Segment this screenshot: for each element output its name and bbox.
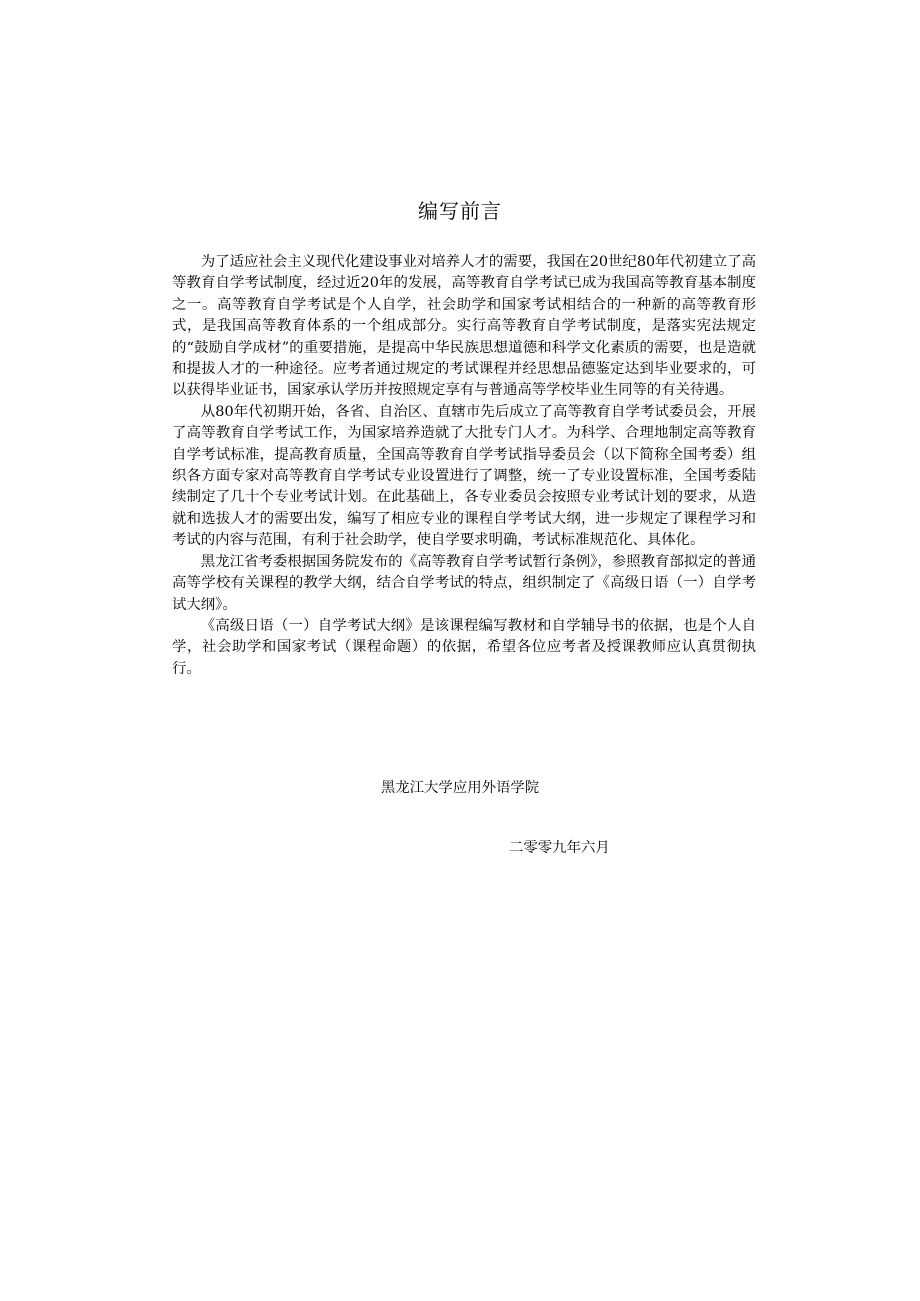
author-organization: 黑龙江大学应用外语学院: [380, 780, 540, 796]
preface-paragraph-1: 为了适应社会主义现代化建设事业对培养人才的需要，我国在20世纪80年代初建立了高等教育自学考试制度，经过近20年的发展，高等教育自学考试已成为我国高等教育基本制度之一。高等教育自学考试是个人自学，社会助学和国家考试相结合的一种新的高等教育形式，是我国高等教育体系的一个组成部分。实行高等教育自学考试制度，是落实宪法规定的“鼓励自学成材”的重要措施，是提高中华民族思想道德和科学文化素质的需要，也是造就和提拔人才的一种途径。应考者通过规定的考试课程并经思想品德鉴定达到毕业要求的，可以获得毕业证书，国家承认学历并按照规定享有与普通高等学校毕业生同等的有关待遇。: [172, 254, 756, 399]
preface-paragraph-3: 黑龙江省考委根据国务院发布的《高等教育自学考试暂行条例》，参照教育部拟定的普通高等学校有关课程的教学大纲，结合自学考试的特点，组织制定了《高级日语（一）自学考试大纲》。: [172, 553, 756, 613]
preface-body: [172, 252, 756, 680]
signature-date: 二零零九年六月: [509, 840, 610, 856]
preface-paragraph-4: 《高级日语（一）自学考试大纲》是该课程编写教材和自学辅导书的依据，也是个人自学，社会助学和国家考试（课程命题）的依据，希望各位应考者及授课教师应认真贯彻执行。: [172, 617, 756, 677]
preface-paragraph-2: 从80年代初期开始，各省、自治区、直辖市先后成立了高等教育自学考试委员会，开展了高等教育自学考试工作，为国家培养造就了大批专门人才。为科学、合理地制定高等教育自学考试标准，提高教育质量，全国高等教育自学考试指导委员会（以下简称全国考委）组织各方面专家对高等教育自学考试专业设置进行了调整，统一了专业设置标准，全国考委陆续制定了几十个专业考试计划。在此基础上，各专业委员会按照专业考试计划的要求，从造就和选拔人才的需要出发，编写了相应专业的课程自学考试大纲，进一步规定了课程学习和考试的内容与范围，有利于社会助学，使自学要求明确，考试标准规范化、具体化。: [172, 403, 756, 549]
page-title: 编写前言: [418, 199, 502, 223]
